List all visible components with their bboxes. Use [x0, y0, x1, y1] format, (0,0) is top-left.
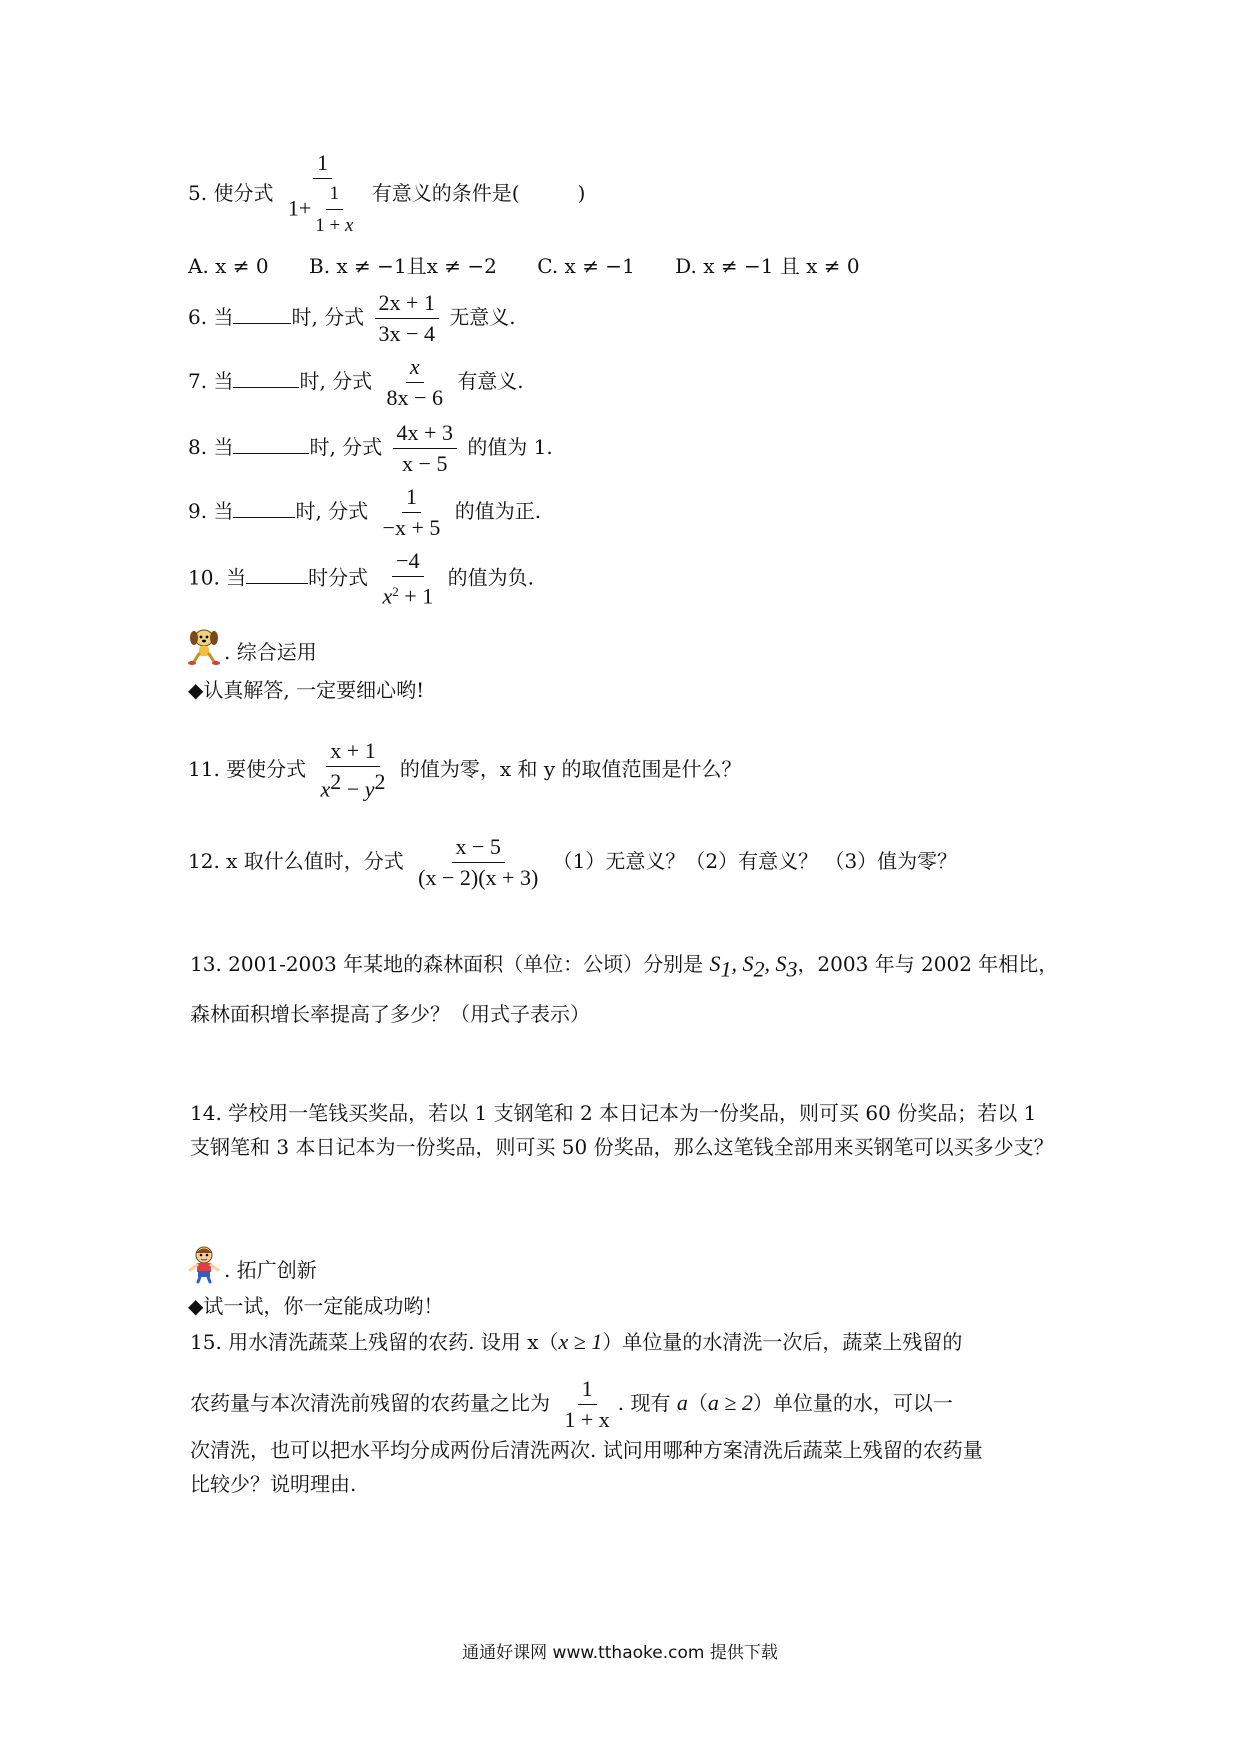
q8-blank: [233, 433, 309, 454]
q12-fraction: $\frac{x - 5}{(x - 2)(x + 3)}$: [418, 834, 539, 890]
q15-line2: 农药量与本次清洗前残留的农药量之比为 $\frac{1}{1 + x}$ . 现有 a（a ≥ 2）单位量的水，可以一: [190, 1376, 953, 1432]
q11: 11. 要使分式 $\frac{x + 1}{x^2 - y^2}$ 的值为零，x 和 y 的取值范围是什么？: [188, 738, 742, 802]
q12: 12. x 取什么值时，分式 $\frac{x - 5}{(x - 2)(x + 3)}$ （1）无意义？（2）有意义？ （3）值为零？: [188, 834, 958, 890]
q13-s-values: $S_1$, $S_2$, $S_3$: [709, 951, 798, 982]
q5-option-c: C. x ≠ −1: [537, 254, 635, 278]
q15-line4: 比较少？说明理由.: [190, 1472, 357, 1496]
q5-stem: 5. 使分式 1 1+ $\frac{1}{1 + x}$ 有意义的条件是( ): [188, 150, 585, 239]
q5-prefix: 5. 使分式: [188, 181, 274, 205]
q5-option-a: A. x ≠ 0: [188, 254, 269, 278]
q6-fraction: $\frac{2x + 1}{3x - 4}$: [375, 290, 439, 347]
q5-suffix: 有意义的条件是(: [371, 181, 520, 205]
q15-line1: 15. 用水清洗蔬菜上残留的农药. 设用 x（x ≥ 1）单位量的水清洗一次后，蔬菜上残留的: [190, 1329, 963, 1354]
page-footer: 通通好课网 www.tthaoke.com 提供下载: [462, 1643, 778, 1663]
section-apply-title: . 综合运用: [224, 640, 317, 664]
q14: 14. 学校用一笔钱买奖品，若以 1 支钢笔和 2 本日记本为一份奖品，则可买 60 份奖品；若以 1 支钢笔和 3 本日记本为一份奖品，则可买 50 份奖品，那么这笔钱全部用来买钢笔可以买多少支？: [190, 1101, 1054, 1159]
cartoon-kid-icon: [184, 1244, 224, 1284]
q9-fraction: $\frac{1}{-x + 5}$: [382, 484, 441, 540]
q5-option-b: B. x ≠ −1且x ≠ −2: [309, 254, 497, 278]
q7-blank: [233, 367, 299, 388]
q8-fraction: $\frac{4x + 3}{x - 5}$: [393, 420, 457, 477]
q7: 7. 当 时, 分式 $\frac{x}{8x - 6}$ 有意义.: [188, 354, 524, 410]
q15-line3: 次清洗，也可以把水平均分成两份后清洗两次. 试问用哪种方案清洗后蔬菜上残留的农药量: [190, 1438, 983, 1462]
q9-blank: [233, 497, 295, 518]
q10-fraction: $\frac{-4}{x^2 + 1}$: [382, 548, 434, 609]
q9: 9. 当 时, 分式 $\frac{1}{-x + 5}$ 的值为正.: [188, 484, 542, 540]
q10: 10. 当 时分式 $\frac{-4}{x^2 + 1}$ 的值为负.: [188, 548, 534, 609]
q6-blank: [233, 303, 291, 324]
q10-blank: [246, 563, 308, 584]
q7-fraction: $\frac{x}{8x - 6}$: [386, 354, 443, 410]
q13-line2: 森林面积增长率提高了多少？（用式子表示）: [190, 1002, 590, 1026]
section-apply-hint: ◆认真解答, 一定要细心哟!: [188, 678, 425, 702]
q8: 8. 当 时, 分式 $\frac{4x + 3}{x - 5}$ 的值为 1.: [188, 420, 553, 476]
q5-options: [188, 252, 894, 280]
section-expand-title: . 拓广创新: [224, 1258, 317, 1282]
q6: 6. 当 时, 分式 $\frac{2x + 1}{3x - 4}$ 无意义.: [188, 290, 516, 346]
q11-fraction: $\frac{x + 1}{x^2 - y^2}$: [320, 738, 386, 802]
q13-line1: 13. 2001-2003 年某地的森林面积（单位：公顷）分别是 $S_1$, $S_2$, $S_3$，2003 年与 2002 年相比，: [190, 951, 1059, 982]
q5-option-d: D. x ≠ −1 且 x ≠ 0: [675, 254, 860, 278]
q5-fraction: 1 1+ $\frac{1}{1 + x}$: [287, 150, 354, 236]
section-expand-hint: ◆试一试，你一定能成功哟！: [188, 1294, 444, 1318]
cartoon-dog-icon: [184, 626, 224, 666]
q15-fraction: $\frac{1}{1 + x}$: [564, 1376, 610, 1432]
